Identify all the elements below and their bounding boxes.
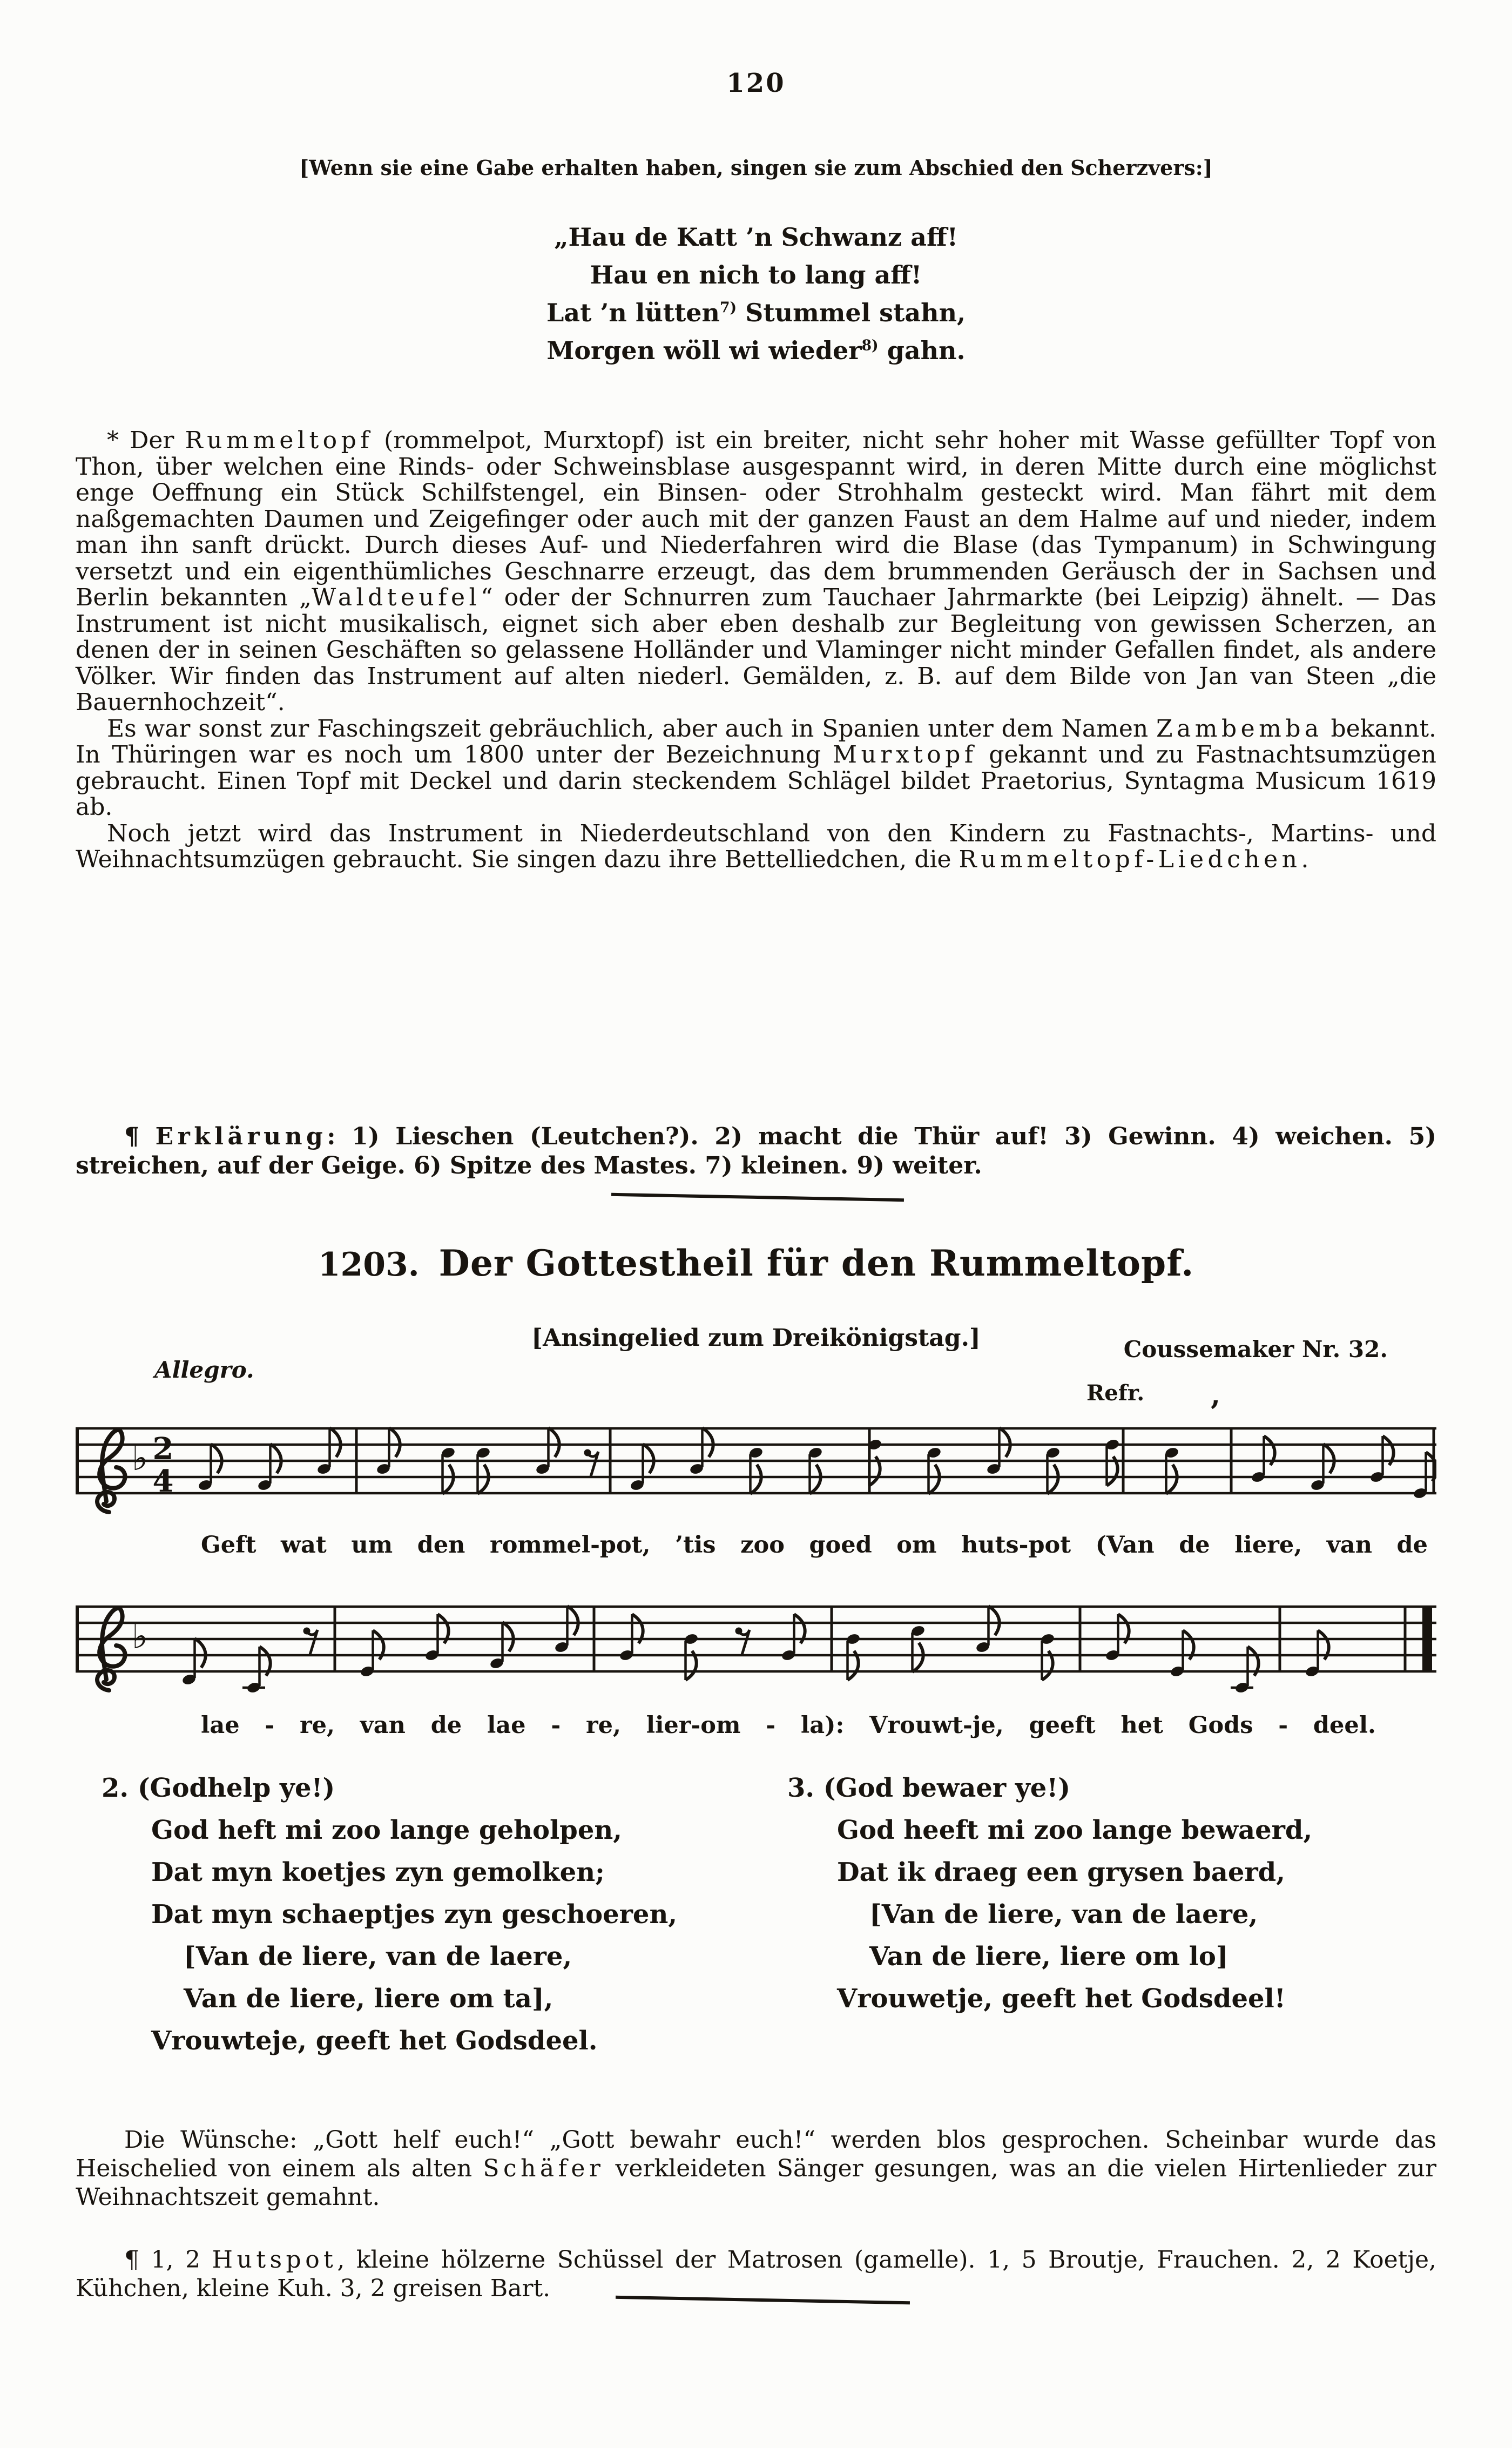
treble-clef-icon [97, 1608, 125, 1690]
footnote-paragraph: * Der Rummeltopf (rommelpot, Murxtopf) ist ein breiter, nicht sehr hoher mit Wasse gefüllter Topf von Thon, über welchen eine Rinds- oder Schweinsblase ausgespannt wird, in deren Mitte durch eine möglichst enge Oeffnung ein Stück Schilfstengel, ein Binsen- oder Strohhalm gesteckt wird. Man fährt mit dem naßgemachten Daumen und Zeigefinger oder auch mit der ganzen Faust an dem Halme auf und nieder, indem man ihn sanft drückt. Durch dieses Auf- und Niederfahren wird die Blase (das Tympanum) in Schwingung versetzt und ein eigenthümliches Geschnarre erzeugt, das dem brummenden Geräusch der in Sachsen und Berlin bekannten „Waldteufel“ oder der Schnurren zum Tauchaer Jahrmarkte (bei Leipzig) ähnelt. — Das Instrument ist nicht musikalisch, eignet sich aber eben deshalb zur Begleitung von gewissen Scherzen, an denen der in seinen Geschäften so gelassene Holländer und Vlaminger nicht minder Gefallen findet, als andere Völker. Wir finden das Instrument auf alten niederl. Gemälden, z. B. auf dem Bilde von Jan van Steen „die Bauernhochzeit“. [76, 427, 1436, 716]
verse-line: „Hau de Katt ’n Schwanz aff! [554, 222, 958, 252]
footnote-paragraph: Es war sonst zur Faschingszeit gebräuchlich, aber auch in Spanien unter dem Namen Zambemba bekannt. In Thüringen war es noch um 1800 unter der Bezeichnung Murxtopf gekannt und zu Fastnachtsumzügen gebraucht. Einen Topf mit Deckel und darin steckendem Schlägel bildet Praetorius, Syntagma Musicum 1619 ab. [76, 714, 1436, 821]
treble-clef-icon [97, 1430, 125, 1512]
eighth-note-icon [927, 1446, 942, 1494]
footnote-asterisk [76, 428, 1436, 873]
source-reference: Coussemaker Nr. 32. [1123, 1336, 1388, 1363]
flat-sign-icon [132, 1438, 148, 1479]
eighth-note-icon [986, 1428, 1010, 1475]
opening-verse [0, 218, 1512, 369]
verse-line: Dat myn schaeptjes zyn geschoeren, [151, 1899, 678, 1930]
verse-line: 3. (God bewaer ye!) [787, 1773, 1071, 1803]
divider-rule-top [611, 1193, 904, 1202]
eighth-note-icon [476, 1446, 491, 1494]
verse-line: God heft mi zoo lange geholpen, [151, 1815, 622, 1845]
svg-text:♭: ♭ [132, 1438, 148, 1479]
breath-mark-icon [1210, 1394, 1220, 1430]
lyrics-line-2: lae - re, van de lae - re, lier-om - la): Vrouwt-je, geeft het Gods - deel. [201, 1712, 1376, 1739]
svg-text:’: ’ [1210, 1394, 1220, 1430]
verse-line: Vrouwetje, geeft het Godsdeel! [837, 1984, 1286, 2014]
eighth-note-icon [376, 1428, 400, 1475]
footnote-paragraph: Noch jetzt wird das Instrument in Niederdeutschland von den Kindern zu Fastnachts-, Martins- und Weihnachtsumzügen gebraucht. Sie singen dazu ihre Bettelliedchen, die Rummeltopf-Liedchen. [76, 819, 1436, 873]
footnote-marker: 8) [861, 337, 879, 354]
verse-line: [Van de liere, van de laere, [184, 1941, 572, 1972]
page-number [0, 68, 1512, 98]
staff-lines [76, 1607, 1436, 1671]
eighth-rest-icon [303, 1628, 318, 1655]
svg-text:4: 4 [152, 1464, 174, 1499]
verse-line: [Van de liere, van de laere, [869, 1899, 1258, 1930]
eighth-note-icon [689, 1428, 713, 1475]
eighth-note-icon [910, 1624, 926, 1672]
rests [303, 1628, 750, 1655]
song-number: 1203. [318, 1246, 420, 1284]
verse-line: Hau en nich to lang aff! [590, 260, 922, 289]
eighth-note-icon [316, 1428, 341, 1475]
verse-line: Vrouwteje, geeft het Godsdeel. [151, 2026, 598, 2056]
footnote-marker: 7) [719, 299, 737, 316]
svg-text:2: 2 [152, 1431, 174, 1467]
eighth-note-icon [489, 1622, 514, 1670]
svg-text:♭: ♭ [132, 1616, 148, 1657]
eighth-note-icon [808, 1446, 823, 1494]
eighth-note-icon [198, 1444, 222, 1492]
tempo-marking: Allegro. [154, 1357, 254, 1383]
eighth-note-icon [630, 1444, 654, 1492]
notes [198, 1428, 1436, 1500]
verse-2 [102, 1767, 782, 2062]
notes [181, 1606, 1329, 1694]
eighth-note-icon [181, 1638, 206, 1686]
flat-sign-icon [132, 1616, 148, 1657]
eighth-note-icon [748, 1446, 764, 1494]
verse-3 [787, 1767, 1484, 2020]
eighth-rest-icon [735, 1628, 750, 1655]
verse-line: Morgen wöll wi wieder$^{8)}$ gahn. [546, 336, 966, 365]
eighth-note-icon [1310, 1444, 1334, 1492]
commentary: Die Wünsche: „Gott helf euch!“ „Gott bewahr euch!“ werden blos gesprochen. Scheinbar wurde das Heischelied von einem als alten Schäfer verkleideten Sänger gesungen, was an die vielen Hirtenlieder zur Weihnachtszeit gemahnt. [76, 2126, 1436, 2211]
footnote-bottom: ¶ 1, 2 Hutspot, kleine hölzerne Schüssel der Matrosen (gamelle). 1, 5 Broutje, Frauchen. 2, 2 Koetje, Kühchen, kleine Kuh. 3, 2 greisen Bart. [76, 2246, 1436, 2302]
verse-line: Van de liere, liere om lo] [869, 1941, 1228, 1972]
song-heading [0, 1242, 1512, 1284]
verse-line: Dat ik draeg een grysen baerd, [837, 1857, 1285, 1887]
song-subtitle: [Ansingelied zum Dreikönigstag.] [531, 1324, 981, 1352]
stage-direction: [Wenn sie eine Gabe erhalten haben, singen sie zum Abschied den Scherzvers:] [299, 156, 1213, 180]
refrain-label: Refr. [1086, 1380, 1145, 1406]
song-title: Der Gottestheil für den Rummeltopf. [438, 1242, 1194, 1284]
eighth-note-icon [554, 1606, 578, 1654]
eighth-note-icon [1045, 1446, 1061, 1494]
explanation-note: ¶ Erklärung: 1) Lieschen (Leutchen?). 2) macht die Thür auf! 3) Gewinn. 4) weichen. 5) streichen, auf der Geige. 6) Spitze des Mastes. 7) kleinen. 9) weiter. [76, 1123, 1437, 1179]
eighth-note-icon [1164, 1446, 1179, 1494]
verse-line: Lat ’n lütten$^{7)}$ Stummel stahn, [546, 298, 966, 327]
lyrics-line-1: Geft wat um den rommel-pot, ’tis zoo goed om huts-pot (Van de liere, van de [201, 1532, 1428, 1559]
eighth-note-icon [441, 1446, 456, 1494]
verse-line: God heeft mi zoo lange bewaerd, [837, 1815, 1313, 1845]
music-staff-2 [76, 1570, 1436, 1701]
verse-line: 2. (Godhelp ye!) [102, 1773, 335, 1803]
eighth-note-icon [535, 1428, 559, 1475]
verse-line: Dat myn koetjes zyn gemolken; [151, 1857, 605, 1887]
eighth-rest-icon [584, 1449, 599, 1477]
music-staff-1 [76, 1392, 1436, 1523]
eighth-note-icon [975, 1606, 1000, 1654]
eighth-note-icon [257, 1444, 281, 1492]
rests [584, 1449, 599, 1477]
verse-line: Van de liere, liere om ta], [184, 1984, 554, 2014]
time-signature [153, 1431, 174, 1499]
page-number-text: 120 [726, 68, 786, 98]
